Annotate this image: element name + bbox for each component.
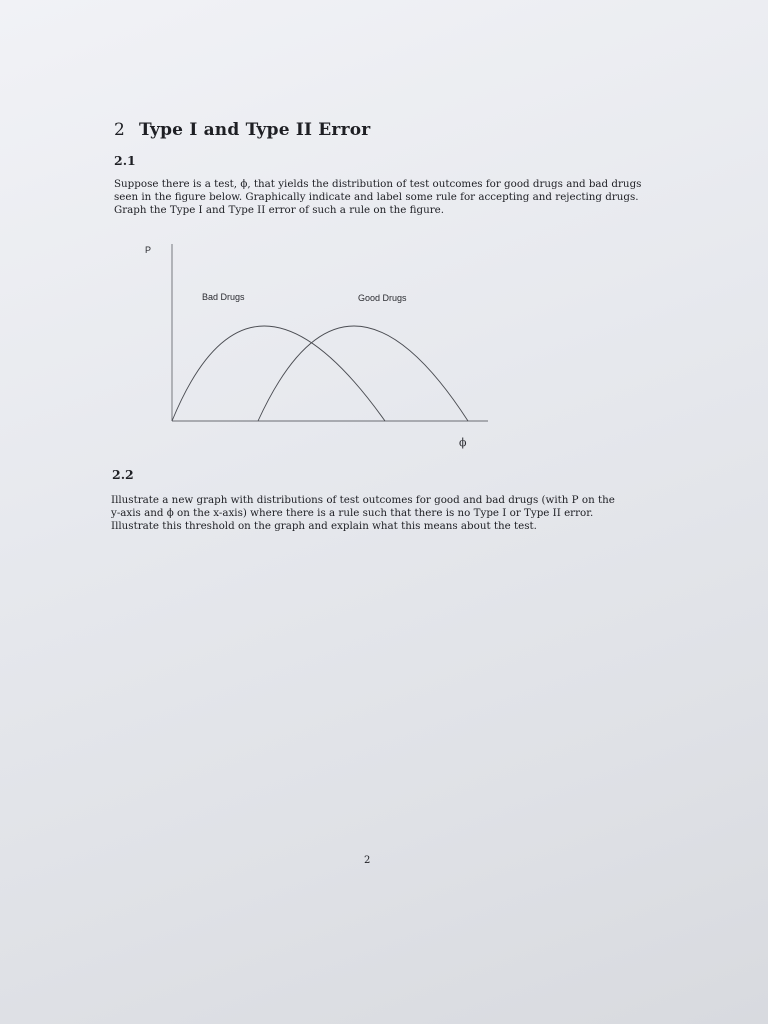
bad-drugs-label: Bad Drugs bbox=[202, 292, 245, 302]
good-drugs-label: Good Drugs bbox=[358, 293, 407, 303]
bad-drugs-curve bbox=[172, 326, 385, 421]
subsection-2-2-paragraph bbox=[111, 494, 641, 533]
y-axis-label: P bbox=[145, 245, 152, 255]
section-title: Type I and Type II Error bbox=[139, 120, 371, 140]
section-number: 2 bbox=[114, 120, 126, 140]
subsection-2-1-paragraph bbox=[114, 178, 654, 217]
paragraph-line: Illustrate this threshold on the graph and explain what this means about the test. bbox=[111, 520, 537, 532]
section-heading bbox=[114, 120, 370, 140]
paragraph-line: Suppose there is a test, ϕ, that yields the distribution of test outcomes for good drugs and bad drugs bbox=[114, 178, 642, 190]
subsection-2-1-heading: 2.1 bbox=[114, 153, 136, 168]
subsection-2-2-heading: 2.2 bbox=[112, 467, 134, 482]
good-drugs-curve bbox=[258, 326, 468, 421]
paragraph-line: seen in the figure below. Graphically indicate and label some rule for accepting and rejecting drugs. bbox=[114, 191, 639, 203]
page-number: 2 bbox=[364, 855, 371, 866]
paragraph-line: Graph the Type I and Type II error of such a rule on the figure. bbox=[114, 204, 445, 216]
paragraph-line: Illustrate a new graph with distributions of test outcomes for good and bad drugs (with P on the bbox=[111, 494, 615, 506]
distribution-figure bbox=[140, 236, 500, 456]
paragraph-line: y-axis and ϕ on the x-axis) where there is a rule such that there is no Type I or Type II error. bbox=[111, 507, 594, 519]
x-axis-label: ϕ bbox=[459, 436, 467, 449]
